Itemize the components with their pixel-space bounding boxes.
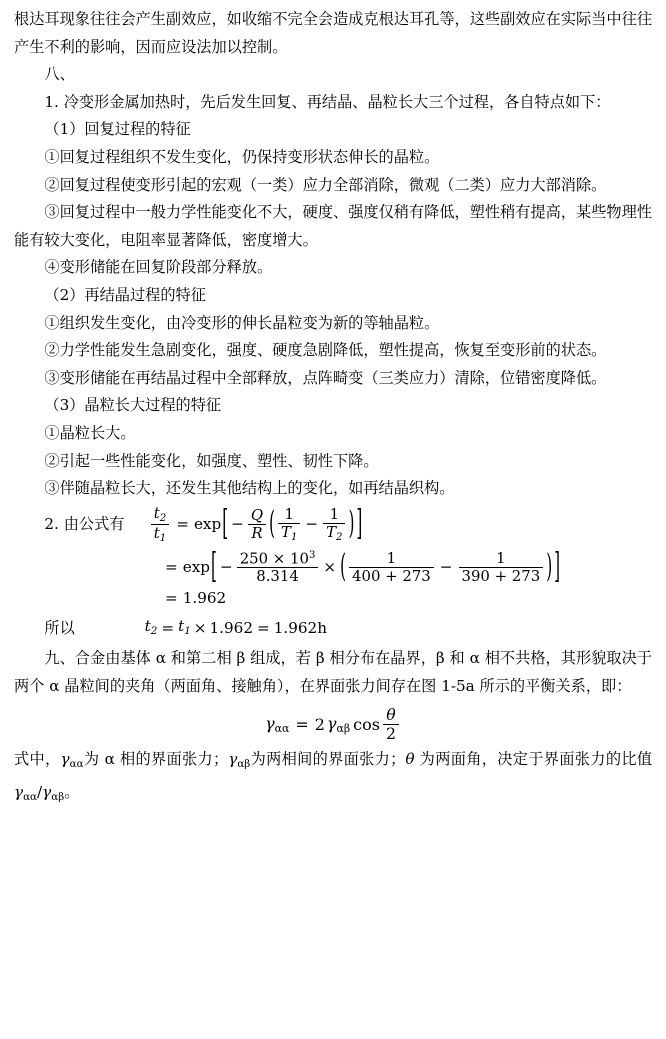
note-text-5: 面张力的比值 bbox=[559, 750, 653, 769]
equals-sign: = bbox=[295, 714, 309, 734]
coefficient: 2 bbox=[314, 714, 325, 734]
fraction-numerator: Q bbox=[248, 507, 266, 525]
fraction-denominator: $T_1$ bbox=[281, 522, 298, 543]
note-text-1: 式中， bbox=[14, 750, 61, 769]
fraction-numerator: θ bbox=[383, 706, 399, 725]
paragraph: ②引起一些性能变化，如强度、塑性、韧性下降。 bbox=[44, 451, 379, 470]
minus-sign: − bbox=[231, 514, 244, 533]
left-bracket: [ bbox=[222, 501, 229, 544]
gamma-alpha-alpha-ratio: γαα bbox=[14, 782, 38, 803]
fraction-denominator: 8.314 bbox=[256, 567, 299, 586]
equals-sign: = bbox=[165, 588, 178, 607]
fraction-t2-over-t1 bbox=[151, 505, 169, 544]
paragraph: ②力学性能发生急剧变化，强度、硬度急剧降低，塑性提高，恢复至变形前的状态。 bbox=[44, 341, 607, 360]
right-bracket: ] bbox=[554, 544, 561, 587]
fraction-numerator: $250 \times 10^3$ bbox=[237, 550, 319, 568]
paragraph-note bbox=[14, 746, 652, 811]
fraction-one-over-t2-numeric bbox=[459, 550, 544, 584]
fraction-denominator: R bbox=[251, 523, 263, 542]
paragraph: ①晶粒长大。 bbox=[44, 423, 136, 442]
minus-sign: − bbox=[219, 557, 233, 576]
fraction-numerator: $t_2$ bbox=[151, 505, 169, 525]
paragraph-section-eight: 八、 bbox=[44, 65, 75, 84]
paragraph: （2）再结晶过程的特征 bbox=[44, 285, 206, 304]
item2-label: 2. 由公式有 bbox=[44, 514, 125, 533]
equation-row-result bbox=[14, 613, 652, 645]
equation-row-2 bbox=[14, 544, 652, 587]
result-factor: 1.962 bbox=[209, 618, 253, 637]
equals-sign: = bbox=[176, 514, 189, 533]
left-paren: ( bbox=[269, 503, 276, 542]
paragraph: （3）晶粒长大过程的特征 bbox=[44, 396, 222, 415]
exp-operator: exp bbox=[182, 557, 211, 576]
note-text-6: 。 bbox=[64, 782, 80, 801]
slash: / bbox=[37, 782, 43, 801]
gamma-alpha-beta: γαβ bbox=[326, 713, 351, 735]
left-bracket: [ bbox=[211, 544, 217, 587]
paragraph: ③伴随晶粒长大，还发生其他结构上的变化，如再结晶织构。 bbox=[44, 479, 455, 498]
fraction-denominator: 390 + 273 bbox=[461, 566, 541, 585]
fraction-numerator: 1 bbox=[278, 506, 300, 524]
fraction-q-over-r bbox=[248, 507, 266, 541]
equation-gamma-balance bbox=[14, 706, 652, 742]
right-paren: ) bbox=[546, 546, 553, 585]
result-final-value: 1.962h bbox=[273, 618, 327, 637]
gamma-alpha-alpha: γαα bbox=[265, 713, 290, 735]
paragraph-item-nine: 九、合金由基体 α 和第二相 β 组成，若 β 相分布在晶界，β 和 α 相不共格，其形貌取决于两个 α 晶粒间的夹角（两面角、接触角），在界面张力间存在图 1-5a 所示的平衡关系，即： bbox=[14, 648, 652, 695]
right-bracket: ] bbox=[356, 501, 363, 544]
fraction-activation-energy bbox=[237, 550, 319, 585]
fraction-denominator: $t_1$ bbox=[153, 523, 167, 544]
result-label: 所以 bbox=[44, 618, 75, 637]
gamma-alpha-beta-inline: γαβ bbox=[228, 750, 251, 771]
fraction-denominator: 400 + 273 bbox=[352, 566, 431, 585]
minus-sign-2: − bbox=[305, 514, 319, 533]
fraction-one-over-t2 bbox=[323, 506, 345, 543]
fraction-numerator: 1 bbox=[323, 506, 345, 524]
cos-operator: cos bbox=[353, 714, 380, 734]
gamma-alpha-beta-ratio: γαβ bbox=[42, 782, 65, 803]
theta-symbol: θ bbox=[405, 750, 415, 769]
equals-sign-2: = bbox=[257, 618, 270, 637]
exp-operator: exp bbox=[193, 514, 222, 533]
right-paren: ) bbox=[348, 503, 355, 542]
fraction-numerator: 1 bbox=[459, 550, 544, 568]
paragraph: ①回复过程组织不发生变化，仍保持变形状态伸长的晶粒。 bbox=[44, 147, 440, 166]
paragraph: ③回复过程中一般力学性能变化不大，硬度、强度仅稍有降低，塑性稍有提高，某些物理性能有较大变化，电阻率显著降低，密度增大。 bbox=[14, 203, 652, 249]
times-sign: × bbox=[323, 557, 337, 576]
fraction-denominator: 2 bbox=[385, 723, 396, 743]
result-value: 1.962 bbox=[182, 588, 227, 607]
times-sign: × bbox=[193, 618, 207, 637]
result-t2: $t_2$ bbox=[144, 616, 158, 637]
note-text-4: 为两面角，决定于界 bbox=[414, 750, 560, 769]
formula-block-item2 bbox=[14, 501, 652, 645]
minus-sign-2: − bbox=[439, 557, 453, 576]
gamma-alpha-alpha-inline: γαα bbox=[60, 750, 84, 771]
fraction-one-over-t1 bbox=[278, 506, 300, 543]
fraction-denominator: $T_2$ bbox=[326, 522, 343, 543]
paragraph: 根达耳现象往往会产生副效应，如收缩不完全会造成克根达耳孔等，这些副效应在实际当中往往产生不利的影响，因而应设法加以控制。 bbox=[14, 10, 652, 56]
paragraph: （1）回复过程的特征 bbox=[44, 120, 191, 139]
note-text-3: 为两相间的界面张力； bbox=[250, 750, 406, 769]
result-t1: $t_1$ bbox=[178, 616, 191, 637]
paragraph: ④变形储能在回复阶段部分释放。 bbox=[44, 258, 273, 277]
note-text-2: 为 α 相的界面张力； bbox=[83, 750, 229, 769]
fraction-theta-over-two bbox=[383, 706, 399, 742]
paragraph: ②回复过程使变形引起的宏观（一类）应力全部消除，微观（二类）应力大部消除。 bbox=[44, 175, 607, 194]
paragraph: ①组织发生变化，由冷变形的伸长晶粒变为新的等轴晶粒。 bbox=[44, 313, 440, 332]
paragraph: 1. 冷变形金属加热时，先后发生回复、再结晶、晶粒长大三个过程，各自特点如下： bbox=[44, 92, 611, 111]
left-paren: ( bbox=[340, 546, 347, 585]
paragraph: ③变形储能在再结晶过程中全部释放，点阵畸变（三类应力）清除，位错密度降低。 bbox=[44, 368, 607, 387]
fraction-numerator: 1 bbox=[349, 550, 434, 568]
equals-sign: = bbox=[165, 557, 178, 576]
equals-sign: = bbox=[161, 618, 175, 637]
